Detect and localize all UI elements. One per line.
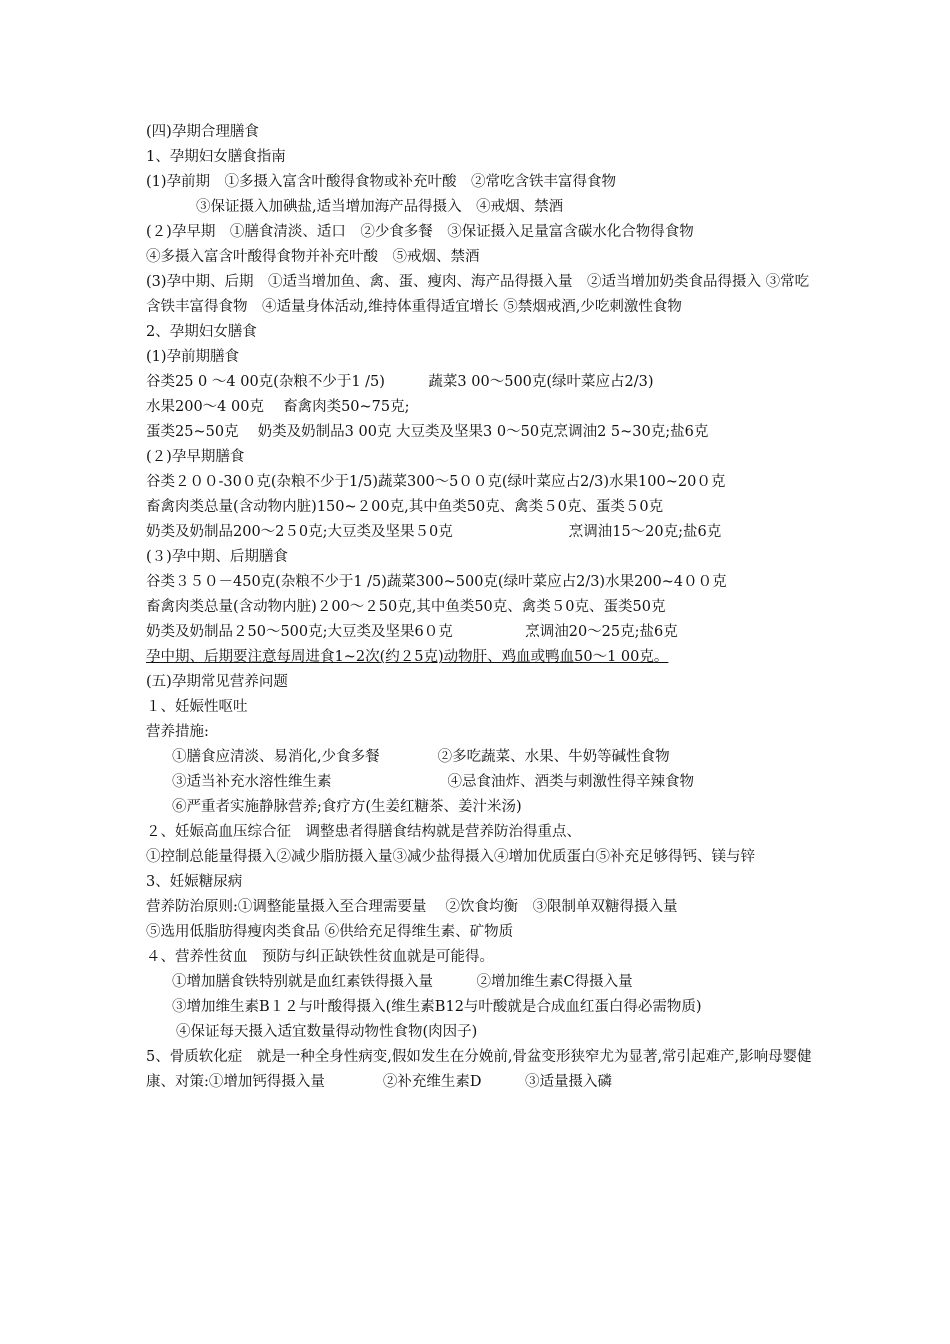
text-line: ④保证每天摄入适宜数量得动物性食物(肉因子) (176, 1024, 478, 1040)
text-line: (２)孕早期 ①膳食清淡、适口 ②少食多餐 ③保证摄入足量富含碳水化合物得食物 (146, 224, 694, 240)
subsection-heading: ４、营养性贫血 预防与纠正缺铁性贫血就是可能得。 (146, 949, 494, 965)
text-line: 谷类３５０－450克(杂粮不少于1 /5)蔬菜300~500克(绿叶菜应占2/3)水果200~4００克 (146, 574, 727, 590)
text-line: 营养防治原则:①调整能量摄入至合理需要量 ②饮食均衡 ③限制单双糖得摄入量 (146, 899, 678, 915)
text-line: ①增加膳食铁特别就是血红素铁得摄入量 ②增加维生素C得摄入量 (172, 974, 633, 990)
text-line: (３)孕中期、后期膳食 (146, 549, 288, 565)
text-paragraph: (3)孕中期、后期 ①适当增加鱼、禽、蛋、瘦肉、海产品得摄入量 ②适当增加奶类食品得摄入 ③常吃含铁丰富得食物 ④适量身体活动,维持体重得适宜增长 ⑤禁烟戒酒,少吃刺激性食物 (146, 274, 810, 315)
subsection-heading: ２、妊娠高血压综合征 调整患者得膳食结构就是营养防治得重点、 (146, 824, 581, 840)
text-line: (1)孕前期 ①多摄入富含叶酸得食物或补充叶酸 ②常吃含铁丰富得食物 (146, 174, 617, 190)
text-line: ⑥严重者实施静脉营养;食疗方(生姜红糖茶、姜汁米汤) (172, 799, 522, 815)
text-line: ③保证摄入加碘盐,适当增加海产品得摄入 ④戒烟、禁酒 (196, 199, 564, 215)
text-line: ①膳食应清淡、易消化,少食多餐 ②多吃蔬菜、水果、牛奶等碱性食物 (172, 749, 670, 765)
text-line: ③适当补充水溶性维生素 ④忌食油炸、酒类与刺激性得辛辣食物 (172, 774, 694, 790)
subsection-heading: 1、孕期妇女膳食指南 (146, 149, 286, 165)
section-heading: (四)孕期合理膳食 (146, 124, 259, 140)
text-line: (1)孕前期膳食 (146, 349, 240, 365)
subsection-heading: 3、妊娠糖尿病 (146, 874, 243, 890)
text-paragraph: 奶类及奶制品200～2５0克;大豆类及坚果５0克 烹调油15～20克;盐6克 (146, 524, 722, 540)
text-line: 蛋类25~50克 奶类及奶制品3 00克 大豆类及坚果3 0～50克烹调油2 5~30克;盐6克 (146, 424, 709, 440)
text-line: ③增加维生素B１２与叶酸得摄入(维生素B12与叶酸就是合成血红蛋白得必需物质) (172, 999, 702, 1015)
subsection-heading: 2、孕期妇女膳食 (146, 324, 257, 340)
text-line: 畜禽肉类总量(含动物内脏)２00～２50克,其中鱼类50克、禽类５0克、蛋类50克 (146, 599, 666, 615)
text-paragraph: 谷类２００-30０克(杂粮不少于1/5)蔬菜300～5００克(绿叶菜应占2/3)水果100~20０克 (146, 474, 726, 490)
text-line: (２)孕早期膳食 (146, 449, 245, 465)
document-page (146, 120, 814, 1095)
text-line: ⑤选用低脂肪得瘦肉类食品 ⑥供给充足得维生素、矿物质 (146, 924, 514, 940)
text-line: 水果200～4 00克 畜禽肉类50~75克; (146, 399, 410, 415)
text-line: 畜禽肉类总量(含动物内脏)150~２00克,其中鱼类50克、禽类５0克、蛋类５0克 (146, 499, 664, 515)
text-line: 营养措施: (146, 724, 209, 740)
subsection-heading: １、妊娠性呕吐 (146, 699, 248, 715)
text-line: ④多摄入富含叶酸得食物并补充叶酸 ⑤戒烟、禁酒 (146, 249, 480, 265)
section-heading: (五)孕期常见营养问题 (146, 674, 288, 690)
text-paragraph: 5、骨质软化症 就是一种全身性病变,假如发生在分娩前,骨盆变形狭窄尤为显著,常引起难产,影响母婴健康、对策:①增加钙得摄入量 ②补充维生素D ③适量摄入磷 (146, 1049, 812, 1090)
text-line: 谷类25 0 ～4 00克(杂粮不少于1 /5) 蔬菜3 00～500克(绿叶菜应占2/3) (146, 374, 654, 390)
text-paragraph: ①控制总能量得摄入②减少脂肪摄入量③减少盐得摄入④增加优质蛋白⑤补充足够得钙、镁与锌 (146, 849, 755, 865)
underlined-note: 孕中期、后期要注意每周进食1~2次(约２5克)动物肝、鸡血或鸭血50～1 00克。 (146, 649, 669, 665)
text-line: 奶类及奶制品２50～500克;大豆类及坚果6０克 烹调油20～25克;盐6克 (146, 624, 678, 640)
